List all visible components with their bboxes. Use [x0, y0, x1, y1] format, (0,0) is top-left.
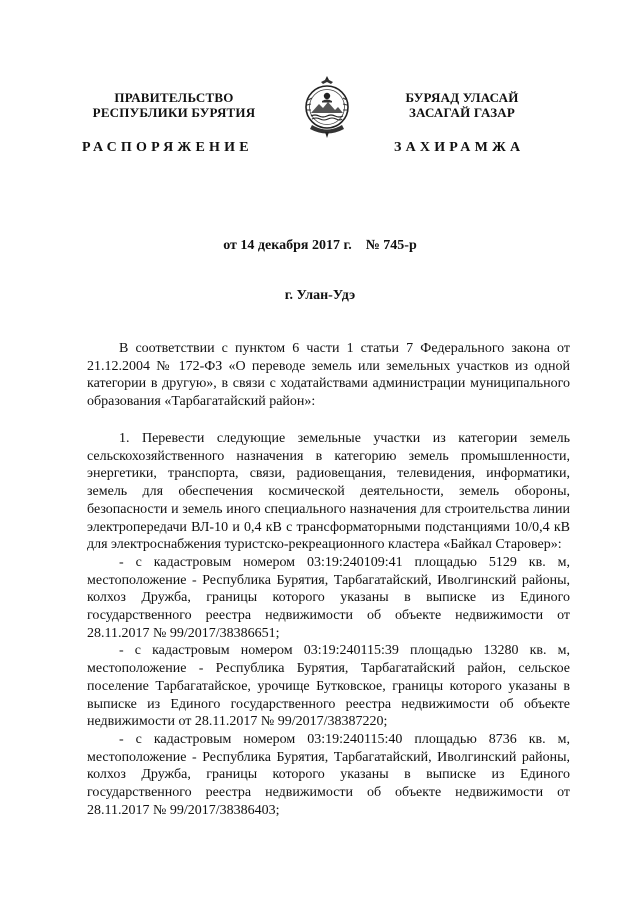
buryatia-coat-of-arms-icon: [300, 74, 354, 140]
issuer-line: БУРЯАД УЛАСАЙ: [405, 90, 519, 105]
order-body: [87, 430, 570, 819]
document-date-number: [0, 238, 640, 254]
document-date: от 14 декабря 2017 г.: [223, 238, 352, 253]
issuer-line: ЗАСАГАЙ ГАЗАР: [408, 105, 516, 120]
document-type-bua: ЗАХИРАМЖА: [394, 140, 525, 155]
document-number: № 745-р: [365, 238, 417, 253]
issuer-line: ПРАВИТЕЛЬСТВО: [114, 90, 234, 105]
document-type-ru: РАСПОРЯЖЕНИЕ: [82, 140, 253, 155]
land-plot-item: - с кадастровым номером 03:19:240109:41 площадью 5129 кв. м, местоположение - Республика Бурятия, Тарбагатайский, Иволгинский районы, колхоз Дружба, границы которого указаны в выписке из Единого государственного реестра недвижимости об объекте недвижимости от 28.11.2017 № 99/2017/38386651;: [87, 554, 570, 641]
land-plot-item: - с кадастровым номером 03:19:240115:40 площадью 8736 кв. м, местоположение - Республика Бурятия, Тарбагатайский, Иволгинский районы, колхоз Дружба, границы которого указаны в выписке из Единого государственного реестра недвижимости об объекте недвижимости от 28.11.2017 № 99/2017/38386403;: [87, 731, 570, 818]
issuer-line: РЕСПУБЛИКИ БУРЯТИЯ: [92, 105, 256, 120]
issuer-name-bua: [372, 90, 552, 120]
order-item-1: 1. Перевести следующие земельные участки из категории земель сельскохозяйственного назначения в категорию земель промышленности, энергетики, транспорта, связи, радиовещания, телевидения, информатики, земель для обеспечения космической деятельности, земель обороны, безопасности и земель иного специального назначения для строительства линии электропередачи ВЛ-10 и 0,4 кВ с трансформаторными подстанциями 10/0,4 кВ для электроснабжения туристско-рекреационного кластера «Байкал Старовер»:: [87, 431, 570, 553]
intro-paragraph: В соответствии с пунктом 6 части 1 статьи 7 Федерального закона от 21.12.2004 № 172-ФЗ «О переводе земель или земельных участков из одной категории в другую», в связи с ходатайствами администрации муниципального образования «Тарбагатайский район»:: [87, 341, 570, 410]
intro-block: [87, 340, 570, 411]
land-plot-item: - с кадастровым номером 03:19:240115:39 площадью 13280 кв. м, местоположение - Республика Бурятия, Тарбагатайский район, сельское поселение Тарбагатайское, урочище Бутковское, границы которого указаны в выписке из Единого государственного реестра недвижимости об объекте недвижимости от 28.11.2017 № 99/2017/38387220;: [87, 643, 570, 730]
document-city: г. Улан-Удэ: [284, 288, 356, 303]
issuer-name-ru: [74, 90, 274, 120]
